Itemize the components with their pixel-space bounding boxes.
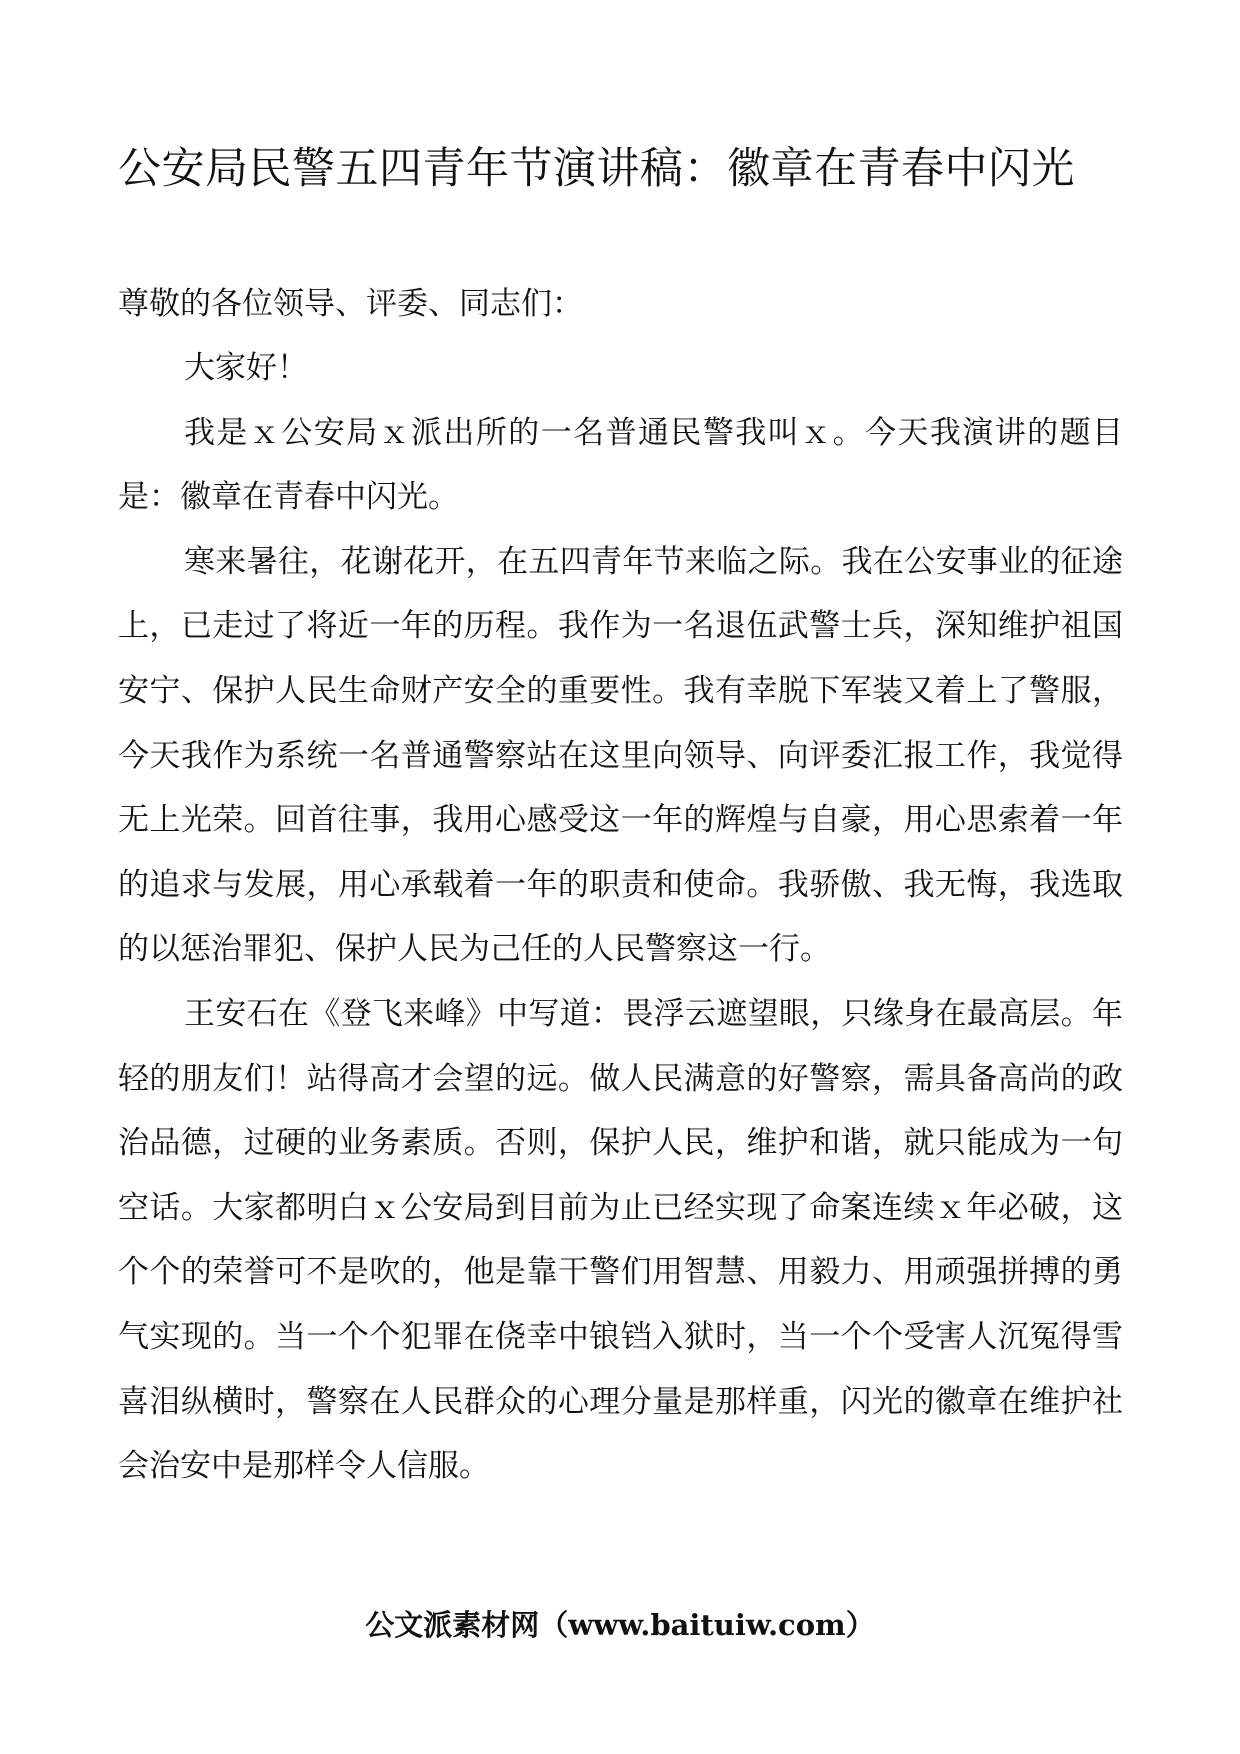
paragraph-poem: 王安石在《登飞来峰》中写道：畏浮云遮望眼，只缘身在最高层。年轻的朋友们！站得高才会望的远。做人民满意的好警察，需具备高尚的政治品德，过硬的业务素质。否则，保护人民，维护和谐，就只能成为一句空话。大家都明白ｘ公安局到目前为止已经实现了命案连续ｘ年必破，这个个的荣誉可不是吹的，他是靠干警们用智慧、用毅力、用顽强拼搏的勇气实现的。当一个个犯罪在侥幸中锒铛入狱时，当一个个受害人沉冤得雪喜泪纵横时，警察在人民群众的心理分量是那样重，闪光的徽章在维护社会治安中是那样令人信服。: [118, 995, 1123, 1485]
footer-source: 公文派素材网（www.baituiw.com）: [365, 1608, 875, 1642]
document-title: 公安局民警五四青年节演讲稿：徽章在青春中闪光: [118, 144, 1075, 194]
paragraph-greeting: 大家好！: [184, 350, 308, 386]
salutation: 尊敬的各位领导、评委、同志们：: [118, 286, 583, 322]
paragraph-introduction: 我是ｘ公安局ｘ派出所的一名普通民警我叫ｘ。今天我演讲的题目是：徽章在青春中闪光。: [118, 414, 1123, 516]
paragraph-career: 寒来暑往，花谢花开，在五四青年节来临之际。我在公安事业的征途上，已走过了将近一年的历程。我作为一名退伍武警士兵，深知维护祖国安宁、保护人民生命财产安全的重要性。我有幸脱下军装又着上了警服，今天我作为系统一名普通警察站在这里向领导、向评委汇报工作，我觉得无上光荣。回首往事，我用心感受这一年的辉煌与自豪，用心思索着一年的追求与发展，用心承载着一年的职责和使命。我骄傲、我无悔，我选取的以惩治罪犯、保护人民为己任的人民警察这一行。: [118, 543, 1123, 968]
document-body: [118, 336, 1123, 1499]
